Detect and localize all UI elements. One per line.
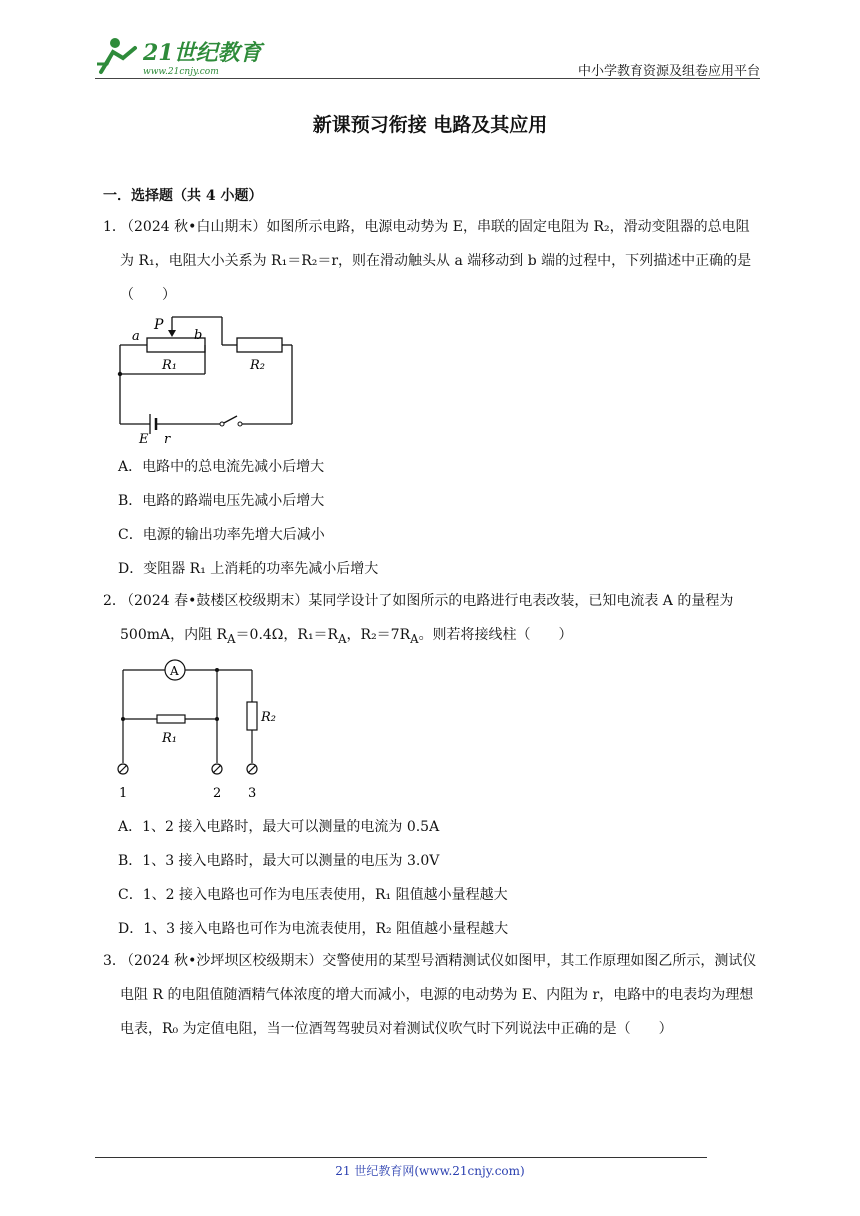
ammeter-label: A — [170, 664, 179, 678]
label-r: r — [164, 432, 171, 447]
platform-name: 中小学教育资源及组卷应用平台 — [577, 64, 760, 79]
label-a: a — [132, 329, 140, 344]
label-r1: R₁ — [162, 731, 177, 746]
option-1c: C．电源的输出功率先增大后减小 — [118, 527, 325, 543]
footer-divider — [95, 1157, 707, 1158]
question-text: （2024 秋•沙坪坝区校级期末）交警使用的某型号酒精测试仪如图甲，其工作原理如图乙所示，测试仪电阻 R 的电阻值随酒精气体浓度的增大而减小，电源的电动势为 E、内阻为 r，电路中的电表均为理想电表，R₀ 为定值电阻，当一位酒驾驾驶员对着测试仪吹气时下列说法中正确的是（ ） — [120, 953, 757, 1037]
option-2a: A．1、2 接入电路时，最大可以测量的电流为 0.5A — [118, 819, 440, 835]
label-b: b — [194, 328, 203, 343]
label-p: P — [154, 317, 164, 333]
circuit-figure-2 — [110, 655, 280, 803]
question-number: 2． — [103, 593, 126, 609]
question-3 — [103, 944, 763, 1046]
question-number: 3． — [103, 953, 126, 969]
question-1 — [103, 210, 763, 312]
terminal-1: 1 — [119, 786, 128, 801]
header-divider — [95, 78, 760, 79]
label-r2: R₂ — [261, 710, 276, 725]
logo — [95, 34, 265, 78]
terminal-3: 3 — [248, 786, 257, 801]
question-number: 1． — [103, 219, 126, 235]
label-e: E — [139, 432, 149, 447]
question-2 — [103, 584, 763, 656]
question-text: （2024 春•鼓楼区校级期末）某同学设计了如图所示的电路进行电表改装，已知电流表 A 的量程为 500mA，内阻 $R_A=0.4\Omega$，$R_1=R_A$，$R_2=7R_A$。则若将接线柱（ ） — [120, 593, 734, 646]
option-2b: B．1、3 接入电路时，最大可以测量的电压为 3.0V — [118, 853, 440, 869]
option-2c: C．1、2 接入电路也可作为电压表使用，R₁ 阻值越小量程越大 — [118, 887, 508, 903]
label-r1: R₁ — [162, 358, 177, 373]
footer-text: 21 世纪教育网(www.21cnjy.com) — [335, 1164, 525, 1178]
logo-main-text: 21世纪教育 — [143, 40, 262, 66]
option-1d: D．变阻器 R₁ 上消耗的功率先减小后增大 — [118, 561, 379, 577]
option-1a: A．电路中的总电流先减小后增大 — [118, 459, 325, 475]
page-header — [95, 30, 760, 80]
option-2d: D．1、3 接入电路也可作为电流表使用，R₂ 阻值越小量程越大 — [118, 921, 509, 937]
logo-url-text: www.21cnjy.com — [143, 67, 219, 77]
page-title: 新课预习衔接 电路及其应用 — [312, 114, 548, 136]
label-r2: R₂ — [250, 358, 265, 373]
section-heading: 一．选择题（共 4 小题） — [103, 188, 263, 204]
circuit-figure-1 — [112, 312, 302, 450]
option-1b: B．电路的路端电压先减小后增大 — [118, 493, 325, 509]
terminal-2: 2 — [213, 786, 222, 801]
question-text: （2024 秋•白山期末）如图所示电路，电源电动势为 E，串联的固定电阻为 R₂，滑动变阻器的总电阻为 R₁，电阻大小关系为 R₁＝R₂＝r，则在滑动触头从 a 端移动到 b 端的过程中，下列描述中正确的是（ ） — [120, 219, 752, 303]
